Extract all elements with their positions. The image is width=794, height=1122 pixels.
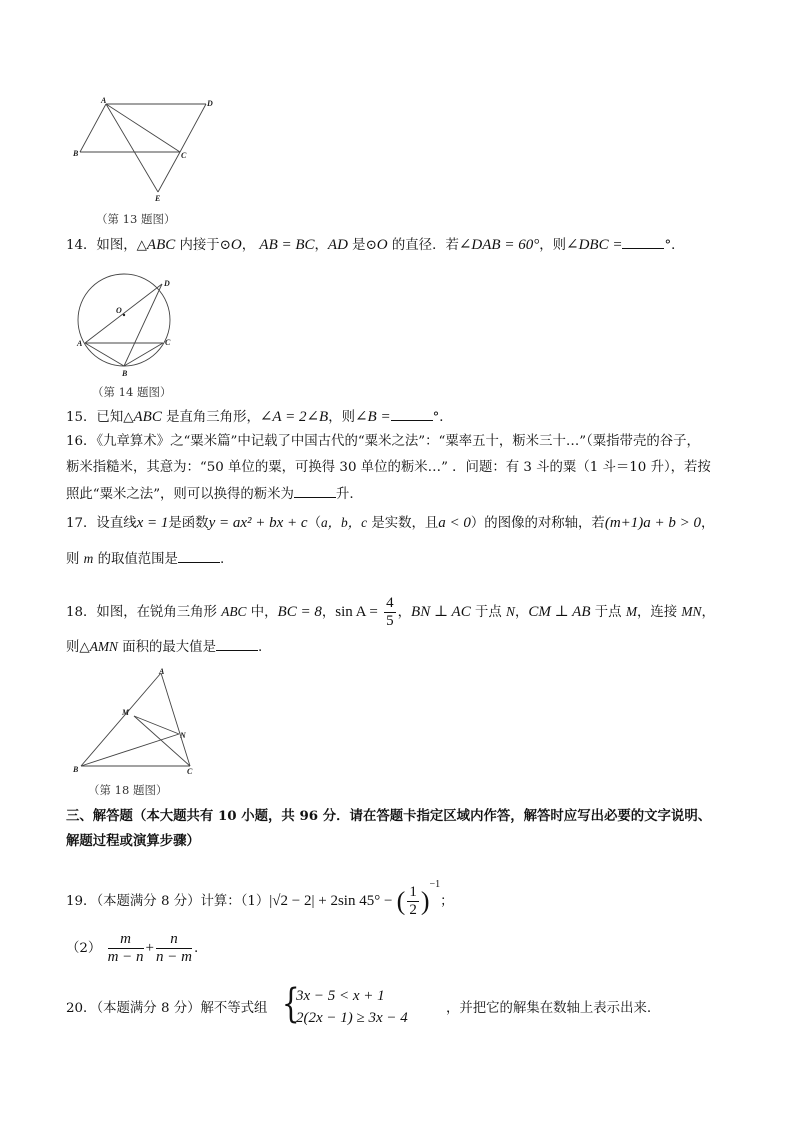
fig18-label-c: C [187, 767, 193, 776]
question-16-line-3: 照此“粟米之法”，则可以换得的粝米为 升. [66, 487, 354, 502]
fig13-label-d: D [207, 99, 213, 108]
question-19-part-1: 19．（本题满分 8 分）计算：（1）|√2 − 2| + 2sin 45° − ( $\frac{1}{2}$ )$^{-1}$； [66, 879, 454, 918]
fig14-label-d: D [164, 279, 170, 288]
fig18-label-a: A [159, 668, 165, 676]
section-3-heading-line-1: 三、解答题（本大题共有 10 小题，共 96 分．请在答题卡指定区域内作答，解答时应写出必要的文字说明、 [66, 808, 712, 824]
figure-18 [68, 668, 208, 778]
question-20-suffix: ，并把它的解集在数轴上表示出来. [446, 1001, 652, 1016]
question-17-line-1: 17．设直线x = 1是函数y = ax² + bx + c（a，b，c 是实数，且a < 0）的图像的对称轴，若(m+1)a + b > 0， [66, 515, 715, 531]
figure-14 [72, 270, 182, 380]
fig18-label-m: M [122, 708, 130, 717]
q20-inequality-2: 2(2x − 1) ≥ 3x − 4 [296, 1010, 408, 1026]
q15-answer-blank [391, 408, 433, 421]
question-19-part-2: （2） $\frac{m}{m - n}$ + $\frac{n}{n - m}$ . [66, 931, 199, 965]
fig14-label-o: O [116, 306, 122, 315]
fig13-label-c: C [181, 151, 187, 160]
fig13-label-e: E [155, 194, 161, 203]
q20-system-brace: { [281, 981, 300, 1027]
fig18-label-b: B [73, 765, 79, 774]
q18-answer-blank [216, 638, 258, 651]
question-15: 15．已知△ABC 是直角三角形，∠A = 2∠B，则∠B = °． [66, 409, 453, 425]
q19-half-fraction: $\frac{1}{2}$ [409, 884, 417, 918]
question-14: 14．如图，△ABC 内接于⊙O， AB = BC，AD 是⊙O 的直径．若∠DAB = 60°，则∠DBC = °． [66, 237, 685, 253]
q18-sin-fraction: $\frac{4}{5}$ [386, 595, 394, 629]
question-16-line-1: 16．《九章算术》之“粟米篇”中记载了中国古代的“粟米之法”：“粟率五十，粝米三十…”（粟指带壳的谷子， [66, 434, 700, 449]
fig13-caption: （第 13 题图） [96, 212, 176, 226]
question-17-line-2: 则 m 的取值范围是 . [66, 551, 225, 567]
q19-fraction-2: $\frac{n}{n - m}$ [156, 931, 192, 965]
question-18-line-1: 18．如图，在锐角三角形 ABC 中，BC = 8，sin A = $\frac{4}{5}$ ，BN ⊥ AC 于点 N，CM ⊥ AB 于点 M，连接 MN， [66, 595, 715, 629]
q19-fraction-1: $\frac{m}{m - n}$ [107, 931, 144, 965]
fig14-label-c: C [165, 338, 171, 347]
fig13-label-b: B [73, 149, 79, 158]
fig14-caption: （第 14 题图） [92, 385, 172, 399]
question-16-line-2: 粝米指糙米，其意为：“50 单位的粟，可换得 30 单位的粝米…” ．问题：有 3 斗的粟（1 斗＝10 升），若按 [66, 460, 711, 475]
question-20-prefix: 20．（本题满分 8 分）解不等式组 [66, 1001, 268, 1016]
figure-13 [70, 95, 230, 205]
section-3-heading-line-2: 解题过程或演算步骤） [66, 833, 200, 849]
fig18-label-n: N [180, 731, 186, 740]
fig13-label-a: A [101, 96, 107, 105]
fig14-label-a: A [77, 339, 83, 348]
q17-answer-blank [178, 550, 220, 563]
q14-answer-blank [622, 236, 664, 249]
fig18-caption: （第 18 题图） [88, 783, 168, 797]
question-18-line-2: 则△AMN 面积的最大值是 . [66, 639, 263, 655]
q16-answer-blank [294, 485, 336, 498]
q20-inequality-1: 3x − 5 < x + 1 [296, 988, 385, 1004]
fig14-label-b: B [122, 369, 128, 378]
